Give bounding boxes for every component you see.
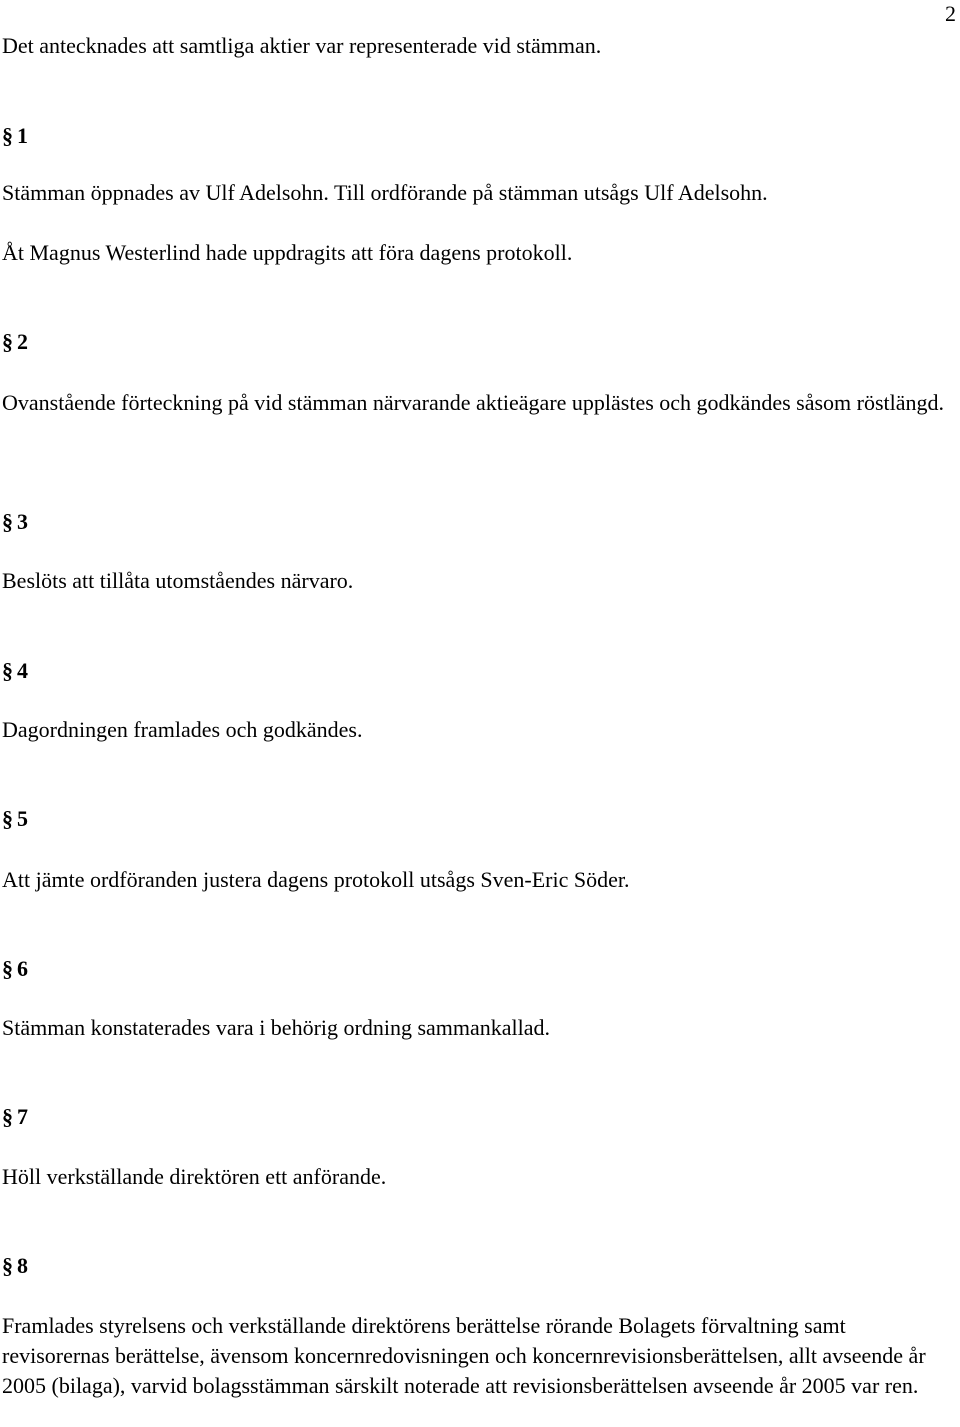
section-symbol: § [2, 806, 13, 831]
section-symbol: § [2, 123, 13, 148]
section-7-paragraph-1: Höll verkställande direktören ett anförande. [2, 1164, 387, 1189]
section-number: 7 [17, 1104, 28, 1129]
section-symbol: § [2, 1253, 13, 1278]
section-number: 5 [17, 806, 28, 831]
section-number: 6 [17, 956, 28, 981]
section-heading-1 [2, 121, 28, 151]
section-symbol: § [2, 509, 13, 534]
section-2-paragraph-1: Ovanstående förteckning på vid stämman närvarande aktieägare upplästes och godkändes såsom röstlängd. [2, 390, 945, 415]
section-heading-2 [2, 327, 28, 357]
section-heading-8 [2, 1251, 28, 1281]
section-heading-4 [2, 656, 28, 686]
section-4-paragraph-1: Dagordningen framlades och godkändes. [2, 717, 363, 742]
section-number: 3 [17, 509, 28, 534]
section-symbol: § [2, 658, 13, 683]
section-1-paragraph-1: Stämman öppnades av Ulf Adelsohn. Till ordförande på stämman utsågs Ulf Adelsohn. [2, 180, 768, 205]
section-symbol: § [2, 956, 13, 981]
section-symbol: § [2, 1104, 13, 1129]
section-heading-5 [2, 804, 28, 834]
section-heading-7 [2, 1102, 28, 1132]
section-number: 4 [17, 658, 28, 683]
section-number: 1 [17, 123, 28, 148]
section-8-paragraph-1: Framlades styrelsens och verkställande direktörens berättelse rörande Bolagets förvaltning samt revisorernas berättelse, ävensom koncernredovisningen och koncernrevisionsberättelsen, allt avseende år 2005 (bilaga), varvid bolagsstämman särskilt noterade att revisionsberättelsen avseende år 2005 var ren. [2, 1313, 926, 1398]
section-3-paragraph-1: Beslöts att tillåta utomståendes närvaro. [2, 568, 354, 593]
section-number: 2 [17, 329, 28, 354]
section-5-paragraph-1: Att jämte ordföranden justera dagens protokoll utsågs Sven-Eric Söder. [2, 867, 630, 892]
page-number: 2 [945, 1, 956, 26]
section-heading-3 [2, 507, 28, 537]
intro-paragraph: Det antecknades att samtliga aktier var representerade vid stämman. [2, 33, 602, 58]
section-symbol: § [2, 329, 13, 354]
section-1-paragraph-2: Åt Magnus Westerlind hade uppdragits att föra dagens protokoll. [2, 240, 573, 265]
section-heading-6 [2, 954, 28, 984]
section-number: 8 [17, 1253, 28, 1278]
section-6-paragraph-1: Stämman konstaterades vara i behörig ordning sammankallad. [2, 1015, 551, 1040]
